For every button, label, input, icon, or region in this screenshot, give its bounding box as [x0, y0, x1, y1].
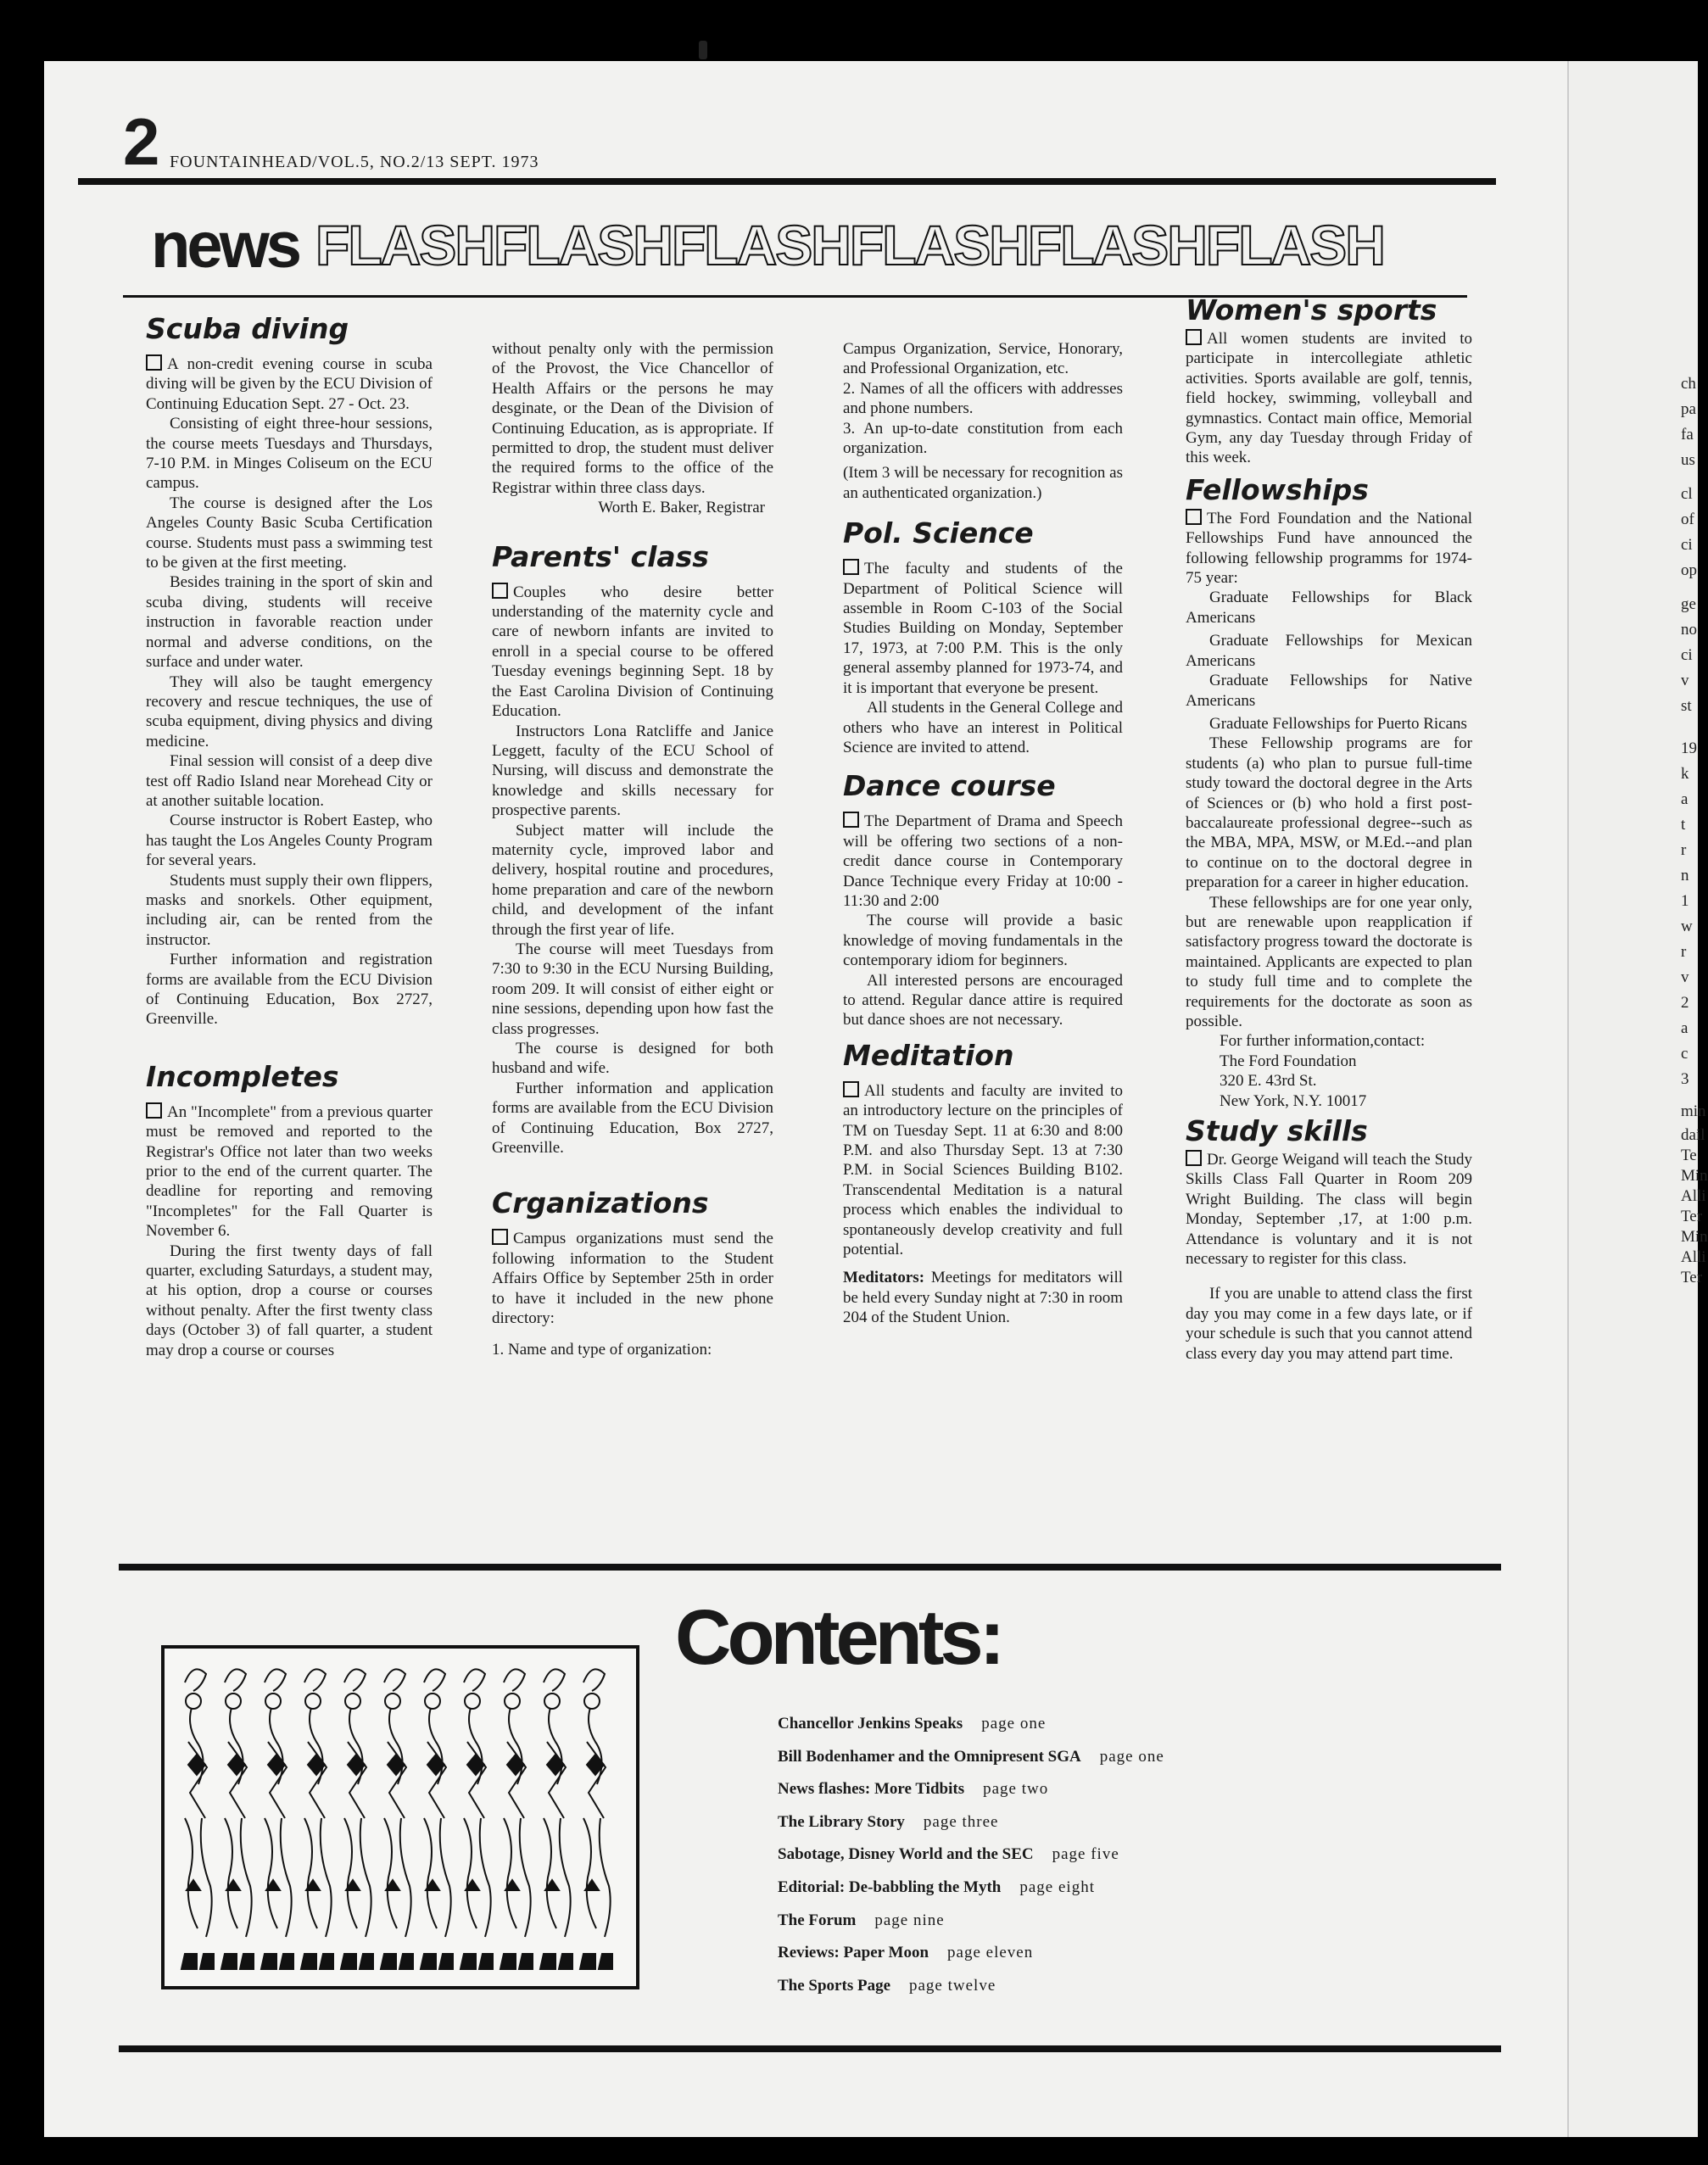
program-line: Graduate Fellowships for Puerto Ricans — [1209, 714, 1467, 733]
headline-scuba: Scuba diving — [146, 312, 349, 345]
dancer-line — [583, 1818, 596, 1928]
headline-womens-sports: Women's sports — [1186, 293, 1437, 326]
dancer-line — [201, 1818, 212, 1937]
bullet-box-icon — [843, 812, 859, 828]
dancer-line — [185, 1669, 206, 1691]
adjacent-page-edge — [1567, 61, 1708, 2137]
dancer-line — [587, 1742, 606, 1818]
headline-study-skills: Study skills — [1186, 1114, 1368, 1148]
dancer-head — [425, 1693, 440, 1709]
dancer-line — [185, 1818, 198, 1928]
paragraph: Students must supply their own flippers, masks and snorkels. Other equipment, including air, can be rented from the instructor. — [146, 871, 433, 949]
list-line: 3. An up-to-date constitution from each organization. — [843, 419, 1123, 458]
headline-meditation: Meditation — [843, 1038, 1014, 1072]
adjacent-page-fragment: k — [1681, 765, 1689, 783]
contact-line: 320 E. 43rd St. — [1220, 1072, 1317, 1091]
headline-dance: Dance course — [843, 769, 1056, 803]
adjacent-page-fragment: fa — [1681, 426, 1694, 444]
top-edge-mark — [699, 41, 707, 59]
dancer-head — [226, 1693, 241, 1709]
dancer-line — [467, 1742, 486, 1818]
dancer-line — [225, 1669, 246, 1691]
dancer-line — [424, 1818, 437, 1928]
dancer-shoes — [221, 1954, 254, 1969]
bullet-box-icon — [492, 583, 508, 599]
dancer-line — [241, 1818, 252, 1937]
contents-item — [778, 1715, 1371, 1748]
adjacent-page-fragment: Min — [1681, 1167, 1708, 1185]
contact-line: The Ford Foundation — [1220, 1052, 1357, 1070]
adjacent-page-fragment: st — [1681, 697, 1692, 715]
dancer-shoes — [261, 1954, 293, 1969]
column-3 — [843, 339, 1123, 1328]
contact-line: New York, N.Y. 10017 — [1220, 1091, 1367, 1110]
bullet-box-icon — [843, 559, 859, 575]
column-4 — [1186, 293, 1472, 1364]
dancer-line — [424, 1669, 445, 1691]
paragraph: The course will provide a basic knowledge of moving fundamentals in the contemporary idiom for beginners. — [843, 912, 1123, 970]
adjacent-page-fragment: a — [1681, 1019, 1688, 1037]
contents-item — [778, 1944, 1371, 1977]
bullet-box-icon — [843, 1081, 859, 1097]
contents-item-page: page five — [1052, 1845, 1119, 1864]
dancer-shoes — [500, 1954, 533, 1969]
adjacent-page-fragment: n — [1681, 867, 1689, 884]
adjacent-page-fragment: Alli — [1681, 1248, 1706, 1266]
dancer-head — [305, 1693, 321, 1709]
adjacent-page-fragment: no — [1681, 621, 1697, 639]
contents-item — [778, 1878, 1371, 1911]
meditators-lead: Meditators: — [843, 1269, 925, 1287]
contents-item-title: Chancellor Jenkins Speaks — [778, 1715, 963, 1733]
list-line: Campus Organization, Service, Honorary, and Professional Organization, etc. — [843, 340, 1123, 378]
dancer-line — [265, 1669, 286, 1691]
dancer-line — [384, 1669, 405, 1691]
contents-item-page: page eight — [1019, 1878, 1095, 1896]
dancer-line — [304, 1818, 317, 1928]
scuba-body — [146, 354, 433, 1029]
contents-item-title: Sabotage, Disney World and the SEC — [778, 1845, 1034, 1864]
contents-item — [778, 1780, 1371, 1813]
paragraph: Meditators: Meetings for meditators will be held every Sunday night at 7:30 in room 204 of the Student Union. — [843, 1269, 1123, 1327]
dancer-head — [465, 1693, 480, 1709]
adjacent-page-fragment: ci — [1681, 536, 1693, 554]
adjacent-page-fragment: a — [1681, 790, 1688, 808]
dancer-line — [308, 1742, 327, 1818]
paragraph: During the first twenty days of fall quarter, excluding Saturdays, a student may, at his option, drop a course or courses without penalty. After the first twenty class days (October 3) of fall quarter, a student may drop a course or courses — [146, 1242, 433, 1359]
adjacent-page-fragment: w — [1681, 918, 1693, 935]
dancer-line — [268, 1742, 287, 1818]
adjacent-page-fragment: t — [1681, 816, 1686, 834]
paragraph: The Ford Foundation and the National Fellowships Fund have announced the following fellowship programms for 1974-75 year: — [1186, 509, 1472, 588]
paragraph: All students and faculty are invited to an introductory lecture on the principles of TM on Tuesday Sept. 11 at 6:30 and 8:00 P.M. and also Thursday Sept. 13 at 7:30 P.M. in Social Sciences Building B102. Transcendental Meditation is a natural process which enables the individual to spontaneously develop creativity and full potential. — [843, 1081, 1123, 1259]
signature: Worth E. Baker, Registrar — [598, 499, 765, 517]
contents-item-page: page one — [1099, 1747, 1164, 1766]
contents-item-page: page twelve — [909, 1976, 996, 1995]
contents-item-page: page nine — [874, 1911, 945, 1929]
paragraph: Instructors Lona Ratcliffe and Janice Leggett, faculty of the ECU School of Nursing, will discuss and demonstrate the knowledge and skills necessary for prospective parents. — [492, 722, 773, 820]
dancer-shoes — [341, 1954, 373, 1969]
paragraph: The course will meet Tuesdays from 7:30 to 9:30 in the ECU Nursing Building, room 209. It will consist of either eight or nine sessions, depending upon how fast the class progresses. — [492, 940, 773, 1038]
adjacent-page-fragment: 1 — [1681, 892, 1689, 910]
adjacent-page-fragment: min — [1681, 1102, 1706, 1120]
paragraph: A non-credit evening course in scuba diving will be given by the ECU Division of Continuing Education Sept. 27 - Oct. 23. — [146, 355, 433, 413]
dancer-line — [507, 1742, 526, 1818]
contents-item — [778, 1748, 1371, 1781]
bullet-box-icon — [1186, 329, 1202, 345]
adjacent-page-fragment: ci — [1681, 646, 1693, 664]
organizations-continued — [843, 339, 1123, 503]
dancer-line — [440, 1818, 451, 1937]
dancer-head — [186, 1693, 201, 1709]
dancer-line — [504, 1818, 516, 1928]
paragraph: Subject matter will include the maternity cycle, improved labor and delivery, hospital routine and procedures, home preparation and care of the newborn child, and development of the infant through the first year of life. — [492, 821, 773, 939]
dancer-line — [348, 1742, 366, 1818]
contents-title: Contents: — [675, 1594, 1002, 1681]
article-womens-sports — [1186, 293, 1472, 468]
headline-fellowships: Fellowships — [1186, 472, 1369, 506]
paragraph: Course instructor is Robert Eastep, who has taught the Los Angeles County Program for several years. — [146, 812, 433, 870]
adjacent-page-fragment: Te — [1681, 1147, 1697, 1164]
dancer-shoes — [540, 1954, 572, 1969]
dancer-line — [504, 1669, 525, 1691]
paragraph: Final session will consist of a deep dive test off Radio Island near Morehead City or at another suitable location. — [146, 752, 433, 810]
bullet-box-icon — [492, 1229, 508, 1245]
bullet-box-icon — [146, 1102, 162, 1119]
bottom-rule — [119, 2045, 1501, 2052]
incompletes-continued — [492, 339, 773, 518]
contents-item-title: Editorial: De-babbling the Myth — [778, 1878, 1002, 1896]
paragraph: The faculty and students of the Department of Political Science will assemble in Room C-103 of the Social Studies Building on Monday, September 17, 1973, at 7:00 P.M. This is the only general assemby planned for 1973-74, and it is important that everyone be present. — [843, 560, 1123, 697]
paragraph: These fellowships are for one year only, but are renewable upon reapplication if satisfactory progress toward the doctorate is maintained. Applicants are expected to plan to study full time and to complete the requirements for the doctorate as soon as possible. — [1186, 893, 1472, 1030]
bullet-box-icon — [1186, 1150, 1202, 1166]
headline-incompletes: Incompletes — [146, 1059, 339, 1093]
dancers-drawing — [165, 1649, 636, 1986]
contents-item-title: News flashes: More Tidbits — [778, 1780, 965, 1799]
dancer-head — [584, 1693, 600, 1709]
dancer-line — [544, 1669, 565, 1691]
article-parents — [492, 540, 773, 1158]
adjacent-page-fragment: cl — [1681, 485, 1693, 503]
article-organizations — [492, 1186, 773, 1359]
adjacent-page-fragment: c — [1681, 1045, 1688, 1063]
dancer-shoes — [381, 1954, 413, 1969]
adjacent-page-fragment: ge — [1681, 595, 1696, 613]
dancer-line — [225, 1818, 237, 1928]
contents-item — [778, 1977, 1371, 2010]
bullet-box-icon — [1186, 509, 1202, 525]
paragraph: 1. Name and type of organization: — [492, 1341, 712, 1359]
list-line: 2. Names of all the officers with addresses and phone numbers. — [843, 379, 1123, 418]
bullet-box-icon — [146, 354, 162, 371]
program-line: Graduate Fellowships for Native Americans — [1186, 672, 1472, 710]
dancer-line — [583, 1669, 605, 1691]
contents-item — [778, 1845, 1371, 1878]
contact-line: For further information,contact: — [1220, 1032, 1426, 1051]
adjacent-page-fragment: v — [1681, 968, 1689, 986]
adjacent-page-fragment: op — [1681, 561, 1697, 579]
paragraph: If you are unable to attend class the first day you may come in a few days late, or if your schedule is such that you cannot attend class every day you may attend part time. — [1186, 1285, 1472, 1363]
article-polsci — [843, 516, 1123, 757]
paragraph: Further information and application forms are available from the ECU Division of Continuing Education, Box 2727, Greenville. — [492, 1079, 773, 1158]
dancer-line — [344, 1818, 357, 1928]
dancer-head — [544, 1693, 560, 1709]
contents-item-title: The Sports Page — [778, 1976, 890, 1995]
adjacent-page-fragment: Alli — [1681, 1187, 1706, 1205]
dancer-shoes — [181, 1954, 214, 1969]
paragraph: Further information and registration forms are available from the ECU Division of Continuing Education, Box 2727, Greenville. — [146, 951, 433, 1029]
contents-item-title: Reviews: Paper Moon — [778, 1944, 929, 1962]
adjacent-page-fragment: us — [1681, 451, 1695, 469]
header-rule — [78, 178, 1496, 185]
paragraph: without penalty only with the permission of the Provost, the Vice Chancellor of Health Affairs or the persons he may desginate, or the Dean of the Division of Continuing Education, as is appropriate. If permitted to drop, the student must deliver the required forms to the office of the Registrar within three class days. — [492, 340, 773, 497]
dancer-line — [188, 1742, 207, 1818]
contents-item-page: page two — [983, 1780, 1049, 1799]
paragraph: Dr. George Weigand will teach the Study Skills Class Fall Quarter in Room 209 Wright Building. The class will begin Monday, September ,17, at 1:00 p.m. Attendance is voluntary and it is not necessary to register for this class. — [1186, 1151, 1472, 1269]
adjacent-page-fragment: v — [1681, 672, 1689, 689]
program-line: Graduate Fellowships for Mexican Americans — [1186, 632, 1472, 670]
dancer-line — [427, 1742, 446, 1818]
adjacent-page-fragment: pa — [1681, 400, 1696, 418]
dancer-head — [265, 1693, 281, 1709]
paragraph: Besides training in the sport of skin and scuba diving, students will receive instruction in favorable reaction under normal and adverse conditions, on the surface and under water. — [146, 573, 433, 672]
dancer-head — [385, 1693, 400, 1709]
dancer-line — [228, 1742, 247, 1818]
headline-organizations: Crganizations — [492, 1186, 709, 1220]
contents-top-rule — [119, 1564, 1501, 1571]
article-meditation — [843, 1039, 1123, 1328]
dancer-shoes — [301, 1954, 333, 1969]
dancer-line — [544, 1818, 556, 1928]
adjacent-page-fragment: Min — [1681, 1228, 1708, 1246]
paragraph: These Fellowship programs are for students (a) who plan to pursue full-time study toward the doctoral degree in the Arts of Sciences or (b) who hold a first post-baccalaureate professional degree--such as the MBA, MPA, MSW, or M.Ed.--and plan to continue on to the doctoral degree in preparation for a career in higher education. — [1186, 734, 1472, 892]
adjacent-page-fragment: of — [1681, 511, 1694, 528]
contents-item — [778, 1911, 1371, 1945]
dancer-line — [560, 1818, 571, 1937]
adjacent-page-fragment: Ter — [1681, 1208, 1703, 1225]
paragraph: All women students are invited to participate in intercollegiate athletic activities. Sports available are golf, tennis, field hockey, swimming, volleyball and gymnastics. Contact main office, Memorial Gym, any day Tuesday through Friday of this week. — [1186, 330, 1472, 467]
contents-item-page: page three — [923, 1812, 999, 1831]
article-incompletes — [146, 1060, 433, 1360]
adjacent-page-fragment: r — [1681, 841, 1687, 859]
article-scuba — [146, 312, 433, 1029]
dancer-shoes — [421, 1954, 453, 1969]
paragraph: The course is designed for both husband and wife. — [492, 1040, 773, 1078]
dancer-line — [464, 1818, 477, 1928]
contents-item-title: The Forum — [778, 1911, 857, 1929]
dancer-line — [360, 1818, 371, 1937]
headline-parents: Parents' class — [492, 539, 709, 573]
article-dance — [843, 769, 1123, 1029]
adjacent-page-fragment: 3 — [1681, 1070, 1689, 1088]
contents-item-title: The Library Story — [778, 1812, 905, 1831]
dancer-line — [344, 1669, 366, 1691]
list-line: (Item 3 will be necessary for recognition as an authenticated organization.) — [843, 464, 1123, 502]
dancer-line — [265, 1818, 277, 1928]
dancer-line — [304, 1669, 326, 1691]
column-1 — [146, 312, 433, 1360]
adjacent-page-fragment: ch — [1681, 375, 1696, 393]
dancer-line — [600, 1818, 611, 1937]
adjacent-page-fragment: 19 — [1681, 739, 1697, 757]
adjacent-page-fragment: Ter — [1681, 1269, 1703, 1286]
adjacent-page-fragment: r — [1681, 943, 1687, 961]
headline-polsci: Pol. Science — [843, 516, 1034, 550]
dancer-line — [281, 1818, 292, 1937]
section-title-flash: FLASHFLASHFLASHFLASHFLASHFLASH — [315, 214, 1384, 276]
dancer-line — [384, 1818, 397, 1928]
dancer-shoes — [580, 1954, 612, 1969]
adjacent-page-fragment: dail — [1681, 1126, 1705, 1144]
dancer-line — [547, 1742, 566, 1818]
contents-list — [778, 1715, 1371, 2009]
dancer-head — [345, 1693, 360, 1709]
dancer-line — [400, 1818, 411, 1937]
dancer-line — [321, 1818, 332, 1937]
contents-item-page: page one — [981, 1715, 1047, 1733]
paragraph: Consisting of eight three-hour sessions, the course meets Tuesdays and Thursdays, 7-10 P.M. in Minges Coliseum on the ECU campus. — [146, 415, 433, 493]
article-study-skills — [1186, 1114, 1472, 1364]
dancer-line — [480, 1818, 491, 1937]
contents-item-page: page eleven — [947, 1944, 1034, 1962]
chorus-line-illustration — [161, 1645, 639, 1989]
contents-item — [778, 1813, 1371, 1846]
paragraph: The course is designed after the Los Angeles County Basic Scuba Certification course. Students must pass a swimming test to be given at the first meeting. — [146, 494, 433, 572]
paragraph: Couples who desire better understanding of the maternity cycle and care of newborn infants are invited to enroll in a special course to be offered Tuesday evenings beginning Sept. 18 by the East Carolina Division of Continuing Education. — [492, 583, 773, 721]
paragraph: All students in the General College and others who have an interest in Political Science are invited to attend. — [843, 699, 1123, 756]
article-fellowships — [1186, 473, 1472, 1111]
dancer-line — [388, 1742, 406, 1818]
dancer-line — [520, 1818, 531, 1937]
paragraph: Campus organizations must send the following information to the Student Affairs Office by September 25th in order to have it included in the new phone directory: — [492, 1230, 773, 1328]
contents-item-title: Bill Bodenhamer and the Omnipresent SGA — [778, 1747, 1081, 1766]
paragraph: An "Incomplete" from a previous quarter must be removed and reported to the Registrar's Office not later than two weeks prior to the end of the current quarter. The deadline for reporting and removing "Incompletes" for the Fall Quarter is November 6. — [146, 1102, 433, 1241]
column-2 — [492, 339, 773, 1360]
paragraph: All interested persons are encouraged to attend. Regular dance attire is required but dance shoes are not necessary. — [843, 971, 1123, 1029]
adjacent-page-fragment: 2 — [1681, 994, 1689, 1012]
paragraph: The Department of Drama and Speech will be offering two sections of a non-credit dance course in Contemporary Dance Technique every Friday at 10:00 - 11:30 and 2:00 — [843, 812, 1123, 910]
paragraph: They will also be taught emergency recovery and rescue techniques, the use of scuba equipment, diving physics and diving medicine. — [146, 672, 433, 750]
dancer-line — [464, 1669, 485, 1691]
folio-line: FOUNTAINHEAD/VOL.5, NO.2/13 SEPT. 1973 — [170, 153, 539, 171]
dancer-head — [505, 1693, 520, 1709]
page-number: 2 — [123, 104, 160, 179]
program-line: Graduate Fellowships for Black Americans — [1186, 589, 1472, 627]
dancer-shoes — [460, 1954, 493, 1969]
section-title-news: news — [151, 209, 299, 282]
